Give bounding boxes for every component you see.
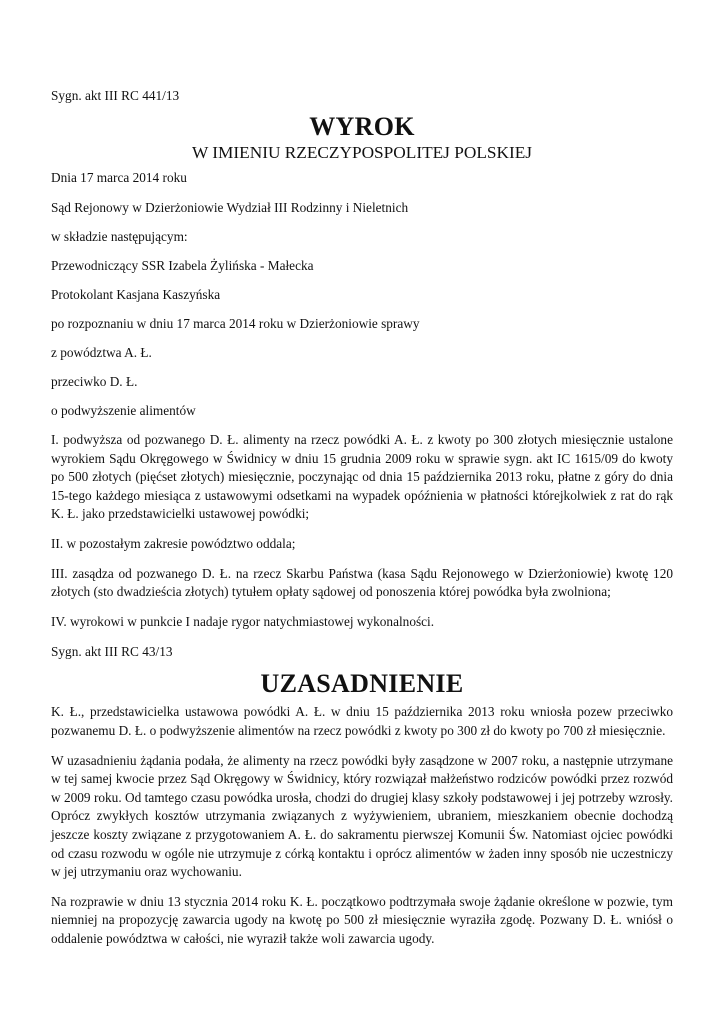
ruling-point-2: II. w pozostałym zakresie powództwo oddala; bbox=[51, 535, 296, 551]
presiding-judge: Przewodniczący SSR Izabela Żylińska - Małecka bbox=[51, 258, 314, 273]
justification-paragraph: K. Ł., przedstawicielka ustawowa powódki A. Ł. w dniu 15 października 2013 roku wniosła pozew przeciwko pozwanemu D. Ł. o podwyższenie alimentów na rzecz powódki z kwoty po 300 zł do kwoty po 700 zł miesięcznie. bbox=[51, 704, 673, 738]
hearing-info: po rozpoznaniu w dniu 17 marca 2014 roku w Dzierżoniowie sprawy bbox=[51, 316, 420, 331]
case-subject: o podwyższenie alimentów bbox=[51, 403, 196, 418]
justification-title: UZASADNIENIE bbox=[260, 669, 464, 699]
plaintiff: z powództwa A. Ł. bbox=[51, 345, 152, 360]
ruling-point-4: IV. wyrokowi w punkcie I nadaje rygor natychmiastowej wykonalności. bbox=[51, 613, 435, 629]
ruling-point-3: III. zasądza od pozwanego D. Ł. na rzecz Skarbu Państwa (kasa Sądu Rejonowego w Dzierżoniowie) kwotę 120 złotych (sto dwadzieścia złotych) tytułem opłaty sądowej od ponoszenia której powódka była zwolniona; bbox=[51, 565, 673, 600]
case-signature: Sygn. akt III RC 441/13 bbox=[51, 88, 180, 103]
justification-paragraph: W uzasadnieniu żądania podała, że alimenty na rzecz powódki były zasądzone w 2007 roku, a następnie utrzymane w tej samej kwocie przez Sąd Okręgowy w Świdnicy, który rozwiązał małżeństwo rodziców powódki przez rozwód w 2009 roku. Od tamtego czasu powódka urosła, chodzi do drugiej klasy szkoły podstawowej i jej potrzeby wzrosły. Oprócz zwykłych kosztów utrzymania związanych z wyżywieniem, ubraniem, mieszkaniem obecnie dochodzą jeszcze koszty związane z przygotowaniem A. Ł. do sakramentu pierwszej Komunii Św. Natomiast ojciec powódki od czasu rozwodu w ogóle nie utrzymuje z córką kontaktu i oprócz alimentów w żaden inny sposób nie uczestniczy w jej utrzymaniu oraz wychowaniu. bbox=[51, 752, 673, 880]
justification-paragraph: Na rozprawie w dniu 13 stycznia 2014 roku K. Ł. początkowo podtrzymała swoje żądanie określone w pozwie, tym niemniej na propozycję zawarcia ugody na kwotę po 500 zł miesięcznie wyraziła zgodę. Pozwany D. Ł. wniósł o oddalenie powództwa w całości, nie wyraził także woli zawarcia ugody. bbox=[51, 893, 673, 946]
court-clerk: Protokolant Kasjana Kaszyńska bbox=[51, 287, 221, 302]
ruling-point-1: I. podwyższa od pozwanego D. Ł. alimenty na rzecz powódki A. Ł. z kwoty po 300 złotych miesięcznie ustalone wyrokiem Sądu Okręgowego w Świdnicy w dniu 15 grudnia 2009 roku w sprawie sygn. akt IC 1615/09 do kwoty po 500 złotych (pięćset złotych) miesięcznie, poczynając od dnia 15 października 2013 roku, płatne z góry do dnia 15-tego każdego miesiąca z ustawowymi odsetkami na wypadek opóźnienia w płatności którejkolwiek z rat do rąk K. Ł. jako przedstawicielki ustawowej powódki; bbox=[51, 432, 673, 522]
judgment-date: Dnia 17 marca 2014 roku bbox=[51, 170, 187, 185]
case-signature-bottom: Sygn. akt III RC 43/13 bbox=[51, 644, 173, 660]
composition-label: w składzie następującym: bbox=[51, 229, 188, 244]
defendant: przeciwko D. Ł. bbox=[51, 374, 138, 389]
document-page bbox=[51, 86, 673, 948]
judgment-title: WYROK bbox=[309, 112, 415, 141]
court-name: Sąd Rejonowy w Dzierżoniowie Wydział III Rodzinny i Nieletnich bbox=[51, 200, 409, 215]
judgment-subtitle: W IMIENIU RZECZYPOSPOLITEJ POLSKIEJ bbox=[191, 143, 533, 162]
